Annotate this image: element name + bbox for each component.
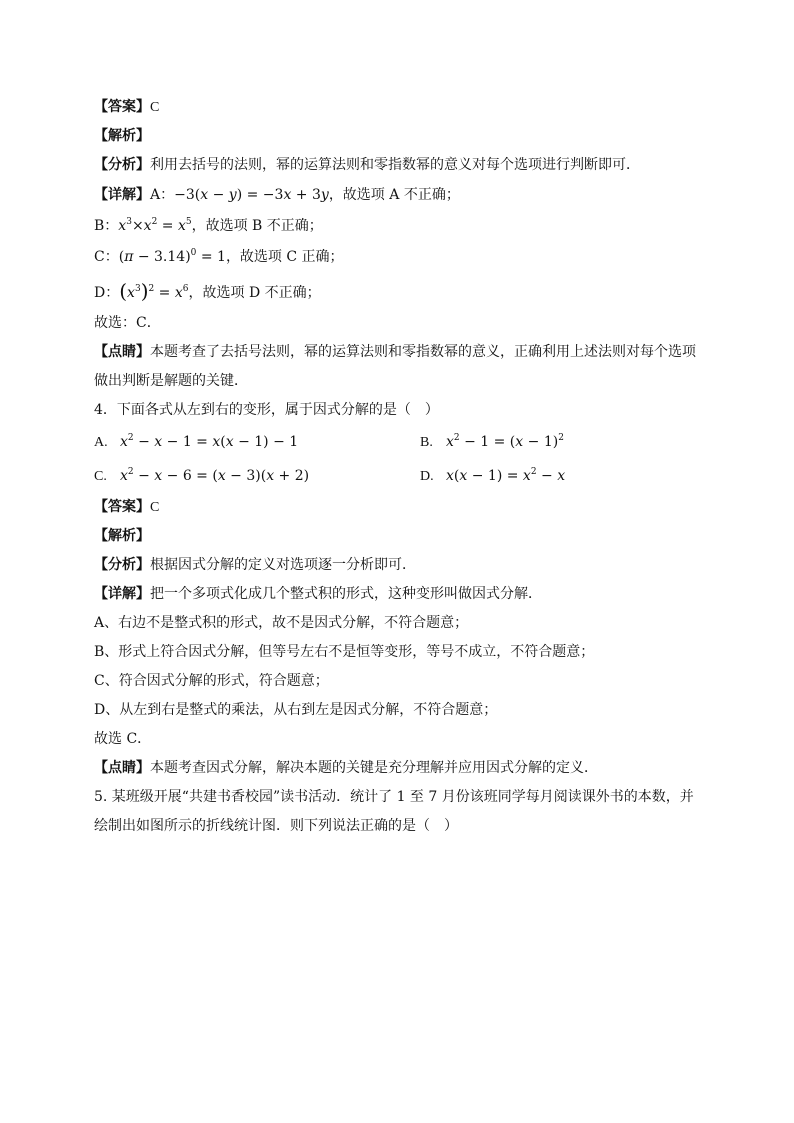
q4-options-row-1 xyxy=(94,425,724,459)
math-d: $(x^3)^2 = x^6$ xyxy=(119,279,189,303)
document-content xyxy=(94,93,724,841)
q3-answer xyxy=(94,93,724,122)
option-label: A. xyxy=(94,435,108,450)
q4-option-c xyxy=(94,459,309,494)
q4-analysis-d: D、从左到右是整式的乘法，从右到左是因式分解，不符合题意； xyxy=(94,702,498,718)
q5-stem-line-1: 5. 某班级开展“共建书香校园”读书活动．统计了 1 至 7 月份该班同学每月阅读课外书的本数，并 xyxy=(94,789,694,805)
q4-analysis-c: C、符合因式分解的形式，符合题意； xyxy=(94,673,329,689)
q4-conclusion: 故选 C． xyxy=(94,731,152,747)
q3-conclusion: 故选：C． xyxy=(94,315,161,331)
answer-value: C xyxy=(150,500,160,515)
option-d-math: $x(x - 1) = x^2 - x$ xyxy=(446,467,566,484)
option-b-suffix: ，故选项 B 不正确； xyxy=(191,218,323,234)
q4-dianjing xyxy=(94,754,724,783)
option-b-math: $x^2 - 1 = (x - 1)^2$ xyxy=(446,433,564,450)
option-c-math: $x^2 - x - 6 = (x - 3)(x + 2)$ xyxy=(120,467,310,484)
xiangjie-tag: 【详解】 xyxy=(94,187,150,203)
dianjing-tag: 【点睛】 xyxy=(94,344,150,360)
q3-dianjing-cont: 做出判断是解题的关键． xyxy=(94,373,248,389)
option-label: D. xyxy=(420,469,434,484)
answer-tag: 【答案】 xyxy=(94,99,150,115)
q4-option-b xyxy=(420,425,564,460)
q3-line-b xyxy=(94,211,724,242)
q3-dianjing xyxy=(94,338,724,367)
option-a-prefix: A： xyxy=(150,187,175,203)
answer-tag: 【答案】 xyxy=(94,499,150,515)
option-label: B. xyxy=(420,435,433,450)
fenxi-text: 根据因式分解的定义对选项逐一分析即可． xyxy=(150,557,416,573)
dianjing-text-1: 本题考查了去括号法则，幂的运算法则和零指数幂的意义，正确利用上述法则对每个选项 xyxy=(150,344,696,360)
option-a-math: $x^2 - x - 1 = x(x - 1) - 1$ xyxy=(120,433,299,450)
q4-stem: 4．下面各式从左到右的变形，属于因式分解的是（ ） xyxy=(94,402,439,418)
fenxi-tag: 【分析】 xyxy=(94,557,150,573)
q4-xiangjie xyxy=(94,580,724,609)
option-b-prefix: B： xyxy=(94,218,119,234)
dianjing-tag: 【点睛】 xyxy=(94,760,150,776)
q4-analysis-a: A、右边不是整式积的形式，故不是因式分解，不符合题意； xyxy=(94,615,469,631)
option-d-prefix: D： xyxy=(94,285,120,301)
q4-option-d xyxy=(420,459,565,494)
option-c-suffix: ，故选项 C 正确； xyxy=(225,249,344,265)
q4-jiexi: 【解析】 xyxy=(94,528,150,544)
q3-xiangjie-a xyxy=(94,180,724,211)
answer-value: C xyxy=(150,100,160,115)
option-a-suffix: ，故选项 A 不正确； xyxy=(328,187,460,203)
q4-option-a xyxy=(94,425,298,460)
option-c-prefix: C： xyxy=(94,249,119,265)
q4-analysis-b: B、形式上符合因式分解，但等号左右不是恒等变形，等号不成立，不符合题意； xyxy=(94,644,595,660)
q4-options-row-2 xyxy=(94,459,724,493)
fenxi-tag: 【分析】 xyxy=(94,157,150,173)
q3-fenxi xyxy=(94,151,724,180)
math-b: $x^3\times x^2 = x^5$ xyxy=(118,217,192,234)
option-label: C. xyxy=(94,469,107,484)
q3-line-c xyxy=(94,242,724,273)
q4-answer xyxy=(94,493,724,522)
dianjing-text: 本题考查因式分解，解决本题的关键是充分理解并应用因式分解的定义． xyxy=(150,760,598,776)
xiangjie-tag: 【详解】 xyxy=(94,586,150,602)
option-d-suffix: ，故选项 D 不正确； xyxy=(188,285,321,301)
q3-line-d xyxy=(94,273,724,309)
q4-fenxi xyxy=(94,551,724,580)
xiangjie-text: 把一个多项式化成几个整式积的形式，这种变形叫做因式分解． xyxy=(150,586,542,602)
math-c: $(\pi - 3.14)^0 = 1$ xyxy=(118,248,226,265)
q5-stem-line-2: 绘制出如图所示的折线统计图．则下列说法正确的是（ ） xyxy=(94,818,458,834)
fenxi-text: 利用去括号的法则，幂的运算法则和零指数幂的意义对每个选项进行判断即可． xyxy=(150,157,640,173)
q3-jiexi: 【解析】 xyxy=(94,128,150,144)
math-a: −3(x − y) = −3x + 3y xyxy=(174,187,329,203)
